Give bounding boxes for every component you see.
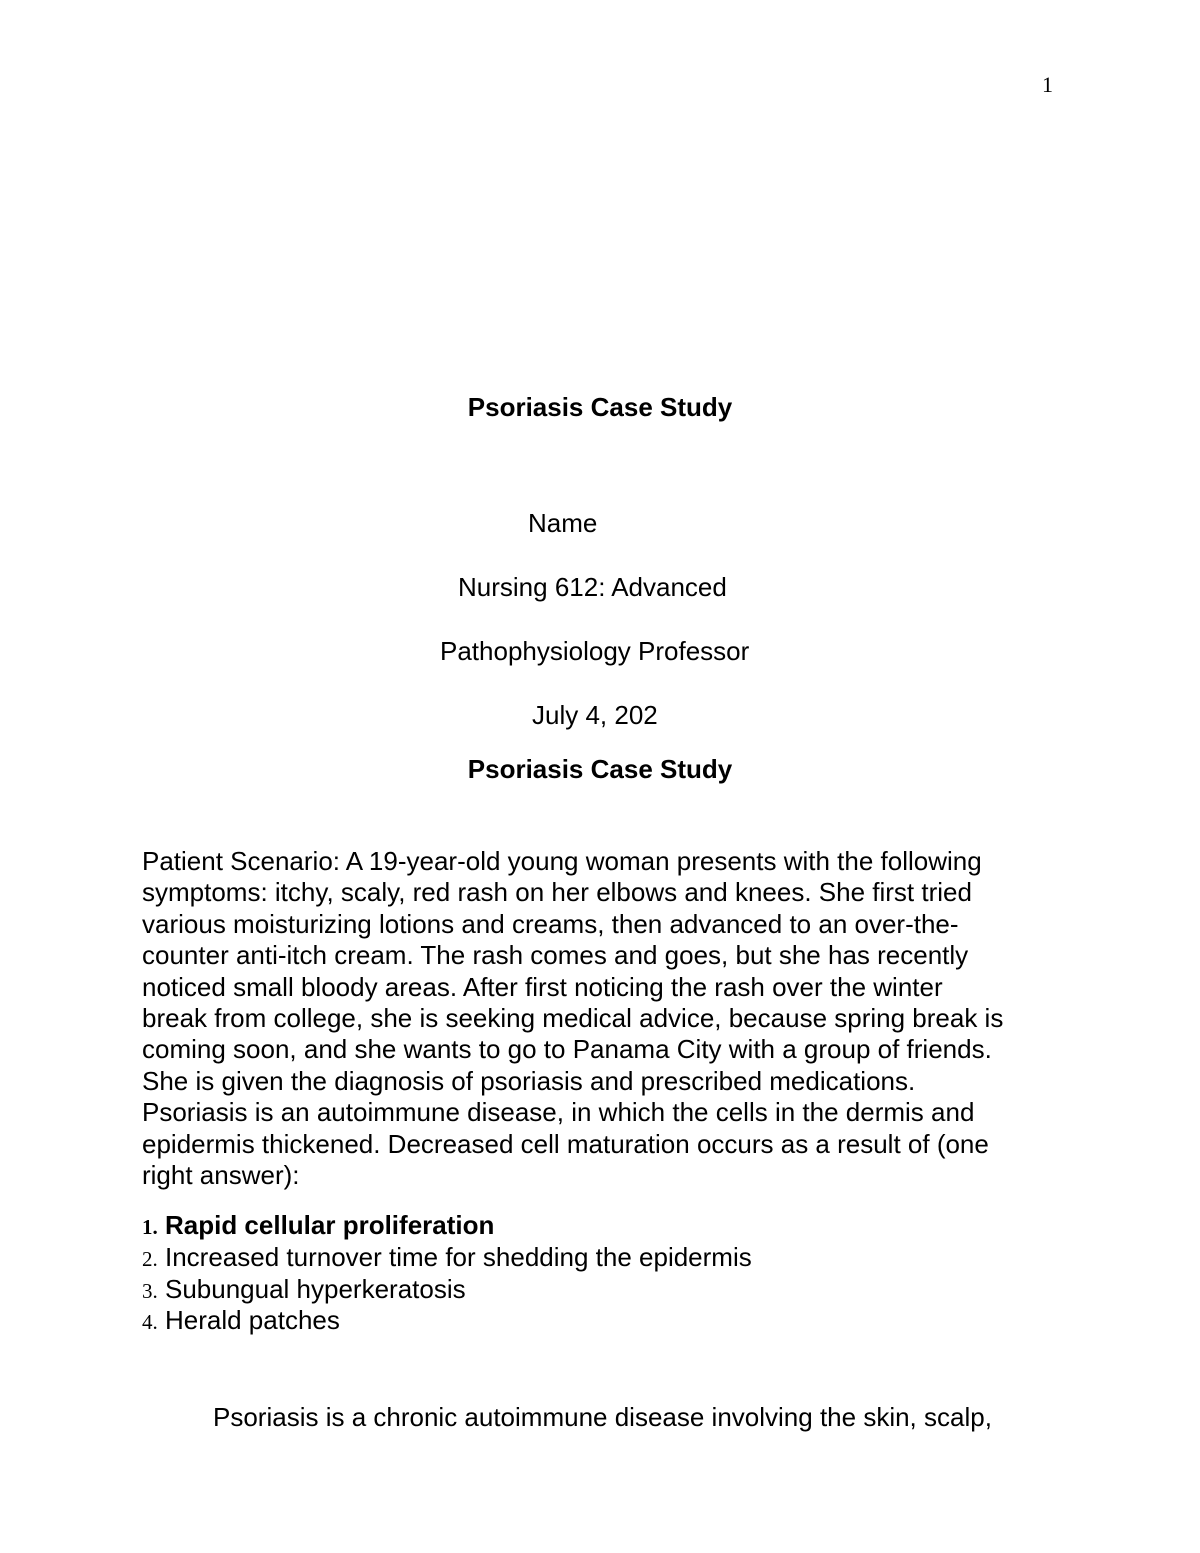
option-text: Herald patches (164, 1305, 340, 1335)
scenario-line: symptoms: itchy, scaly, red rash on her elbows and knees. She first tried (142, 877, 972, 908)
course-professor: Pathophysiology Professor (440, 636, 750, 666)
author-name: Name (528, 508, 598, 538)
course-name: Nursing 612: Advanced (458, 572, 727, 602)
option-number: 1. (142, 1215, 158, 1239)
scenario-line: Psoriasis is an autoimmune disease, in which the cells in the dermis and (142, 1097, 975, 1128)
scenario-line: She is given the diagnosis of psoriasis and prescribed medications. (142, 1065, 916, 1096)
answer-option-4 (142, 1305, 340, 1336)
scenario-line: Patient Scenario: A 19-year-old young woman presents with the following (142, 846, 982, 876)
scenario-line: counter anti-itch cream. The rash comes and goes, but she has recently (142, 940, 969, 971)
page-number: 1 (1042, 72, 1053, 97)
scenario-line: noticed small bloody areas. After first noticing the rash over the winter (142, 971, 943, 1002)
answer-option-2 (142, 1242, 752, 1273)
title: Psoriasis Case Study (467, 392, 733, 422)
body-paragraph: Psoriasis is a chronic autoimmune disease involving the skin, scalp, (213, 1402, 992, 1432)
date: July 4, 202 (532, 700, 658, 730)
scenario-line: various moisturizing lotions and creams, then advanced to an over-the- (142, 908, 959, 939)
option-text: Subungual hyperkeratosis (164, 1274, 466, 1304)
option-number: 3. (142, 1279, 158, 1303)
scenario-line: right answer): (142, 1160, 300, 1191)
answer-option-1 (142, 1210, 494, 1241)
option-text: Increased turnover time for shedding the epidermis (164, 1242, 752, 1272)
scenario-line: break from college, she is seeking medical advice, because spring break is (142, 1003, 1004, 1034)
patient-scenario (142, 846, 1082, 1191)
section-heading: Psoriasis Case Study (467, 754, 733, 784)
answer-option-3 (142, 1274, 466, 1305)
option-number: 4. (142, 1310, 158, 1334)
scenario-line: coming soon, and she wants to go to Panama City with a group of friends. (142, 1034, 992, 1065)
option-text: Rapid cellular proliferation (164, 1210, 495, 1240)
scenario-line: epidermis thickened. Decreased cell maturation occurs as a result of (one (142, 1128, 989, 1159)
option-number: 2. (142, 1247, 158, 1271)
